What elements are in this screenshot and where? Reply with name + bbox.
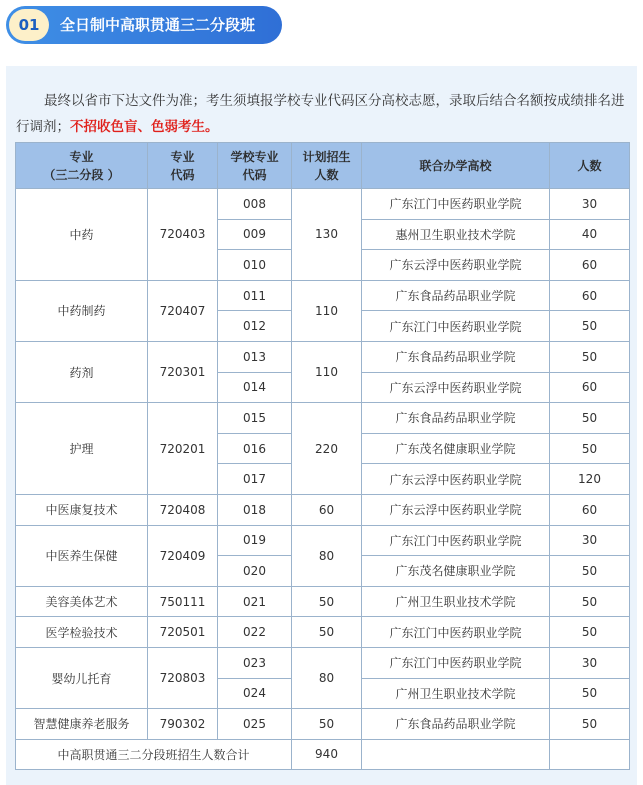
college-cell: 广东云浮中医药职业学院 bbox=[362, 494, 550, 525]
table-row bbox=[16, 617, 630, 648]
intro-highlight: 不招收色盲、色弱考生。 bbox=[70, 119, 219, 135]
school-code-cell: 019 bbox=[218, 525, 292, 556]
count-cell: 120 bbox=[550, 464, 630, 495]
total-value-cell: 940 bbox=[292, 739, 362, 770]
count-cell: 50 bbox=[550, 341, 630, 372]
college-cell: 广东云浮中医药职业学院 bbox=[362, 250, 550, 281]
college-cell: 广东江门中医药职业学院 bbox=[362, 189, 550, 220]
count-cell: 60 bbox=[550, 280, 630, 311]
college-cell: 广东云浮中医药职业学院 bbox=[362, 464, 550, 495]
major-name-cell: 护理 bbox=[16, 403, 148, 495]
plan-count-cell: 50 bbox=[292, 709, 362, 740]
table-body bbox=[16, 189, 630, 770]
table-row bbox=[16, 494, 630, 525]
plan-count-cell: 130 bbox=[292, 189, 362, 281]
plan-count-cell: 220 bbox=[292, 403, 362, 495]
header-major-code-line: 代码 bbox=[170, 167, 195, 182]
school-code-cell: 017 bbox=[218, 464, 292, 495]
college-cell: 广东江门中医药职业学院 bbox=[362, 647, 550, 678]
plan-count-cell: 80 bbox=[292, 525, 362, 586]
major-code-cell: 720201 bbox=[148, 403, 218, 495]
school-code-cell: 024 bbox=[218, 678, 292, 709]
count-cell: 50 bbox=[550, 403, 630, 434]
school-code-cell: 014 bbox=[218, 372, 292, 403]
table-row bbox=[16, 189, 630, 220]
table-row bbox=[16, 280, 630, 311]
major-name-cell: 婴幼儿托育 bbox=[16, 647, 148, 708]
table-row bbox=[16, 709, 630, 740]
major-code-cell: 720803 bbox=[148, 647, 218, 708]
table-header bbox=[16, 143, 630, 189]
header-school-code bbox=[218, 143, 292, 189]
header-plan bbox=[292, 143, 362, 189]
count-cell: 30 bbox=[550, 189, 630, 220]
college-cell: 广东茂名健康职业学院 bbox=[362, 433, 550, 464]
major-name-cell: 药剂 bbox=[16, 341, 148, 402]
header-college-line: 联合办学高校 bbox=[419, 158, 492, 173]
section-header bbox=[6, 6, 282, 44]
plan-count-cell: 80 bbox=[292, 647, 362, 708]
major-name-cell: 中药制药 bbox=[16, 280, 148, 341]
intro-text: 最终以省市下达文件为准；考生须填报学校专业代码区分高校志愿，录取后结合名额按成绩排名进行调剂； bbox=[16, 93, 625, 135]
count-cell: 60 bbox=[550, 372, 630, 403]
college-cell: 广东江门中医药职业学院 bbox=[362, 617, 550, 648]
school-code-cell: 023 bbox=[218, 647, 292, 678]
header-major-code-line: 专业 bbox=[170, 149, 195, 164]
major-code-cell: 720409 bbox=[148, 525, 218, 586]
major-name-cell: 智慧健康养老服务 bbox=[16, 709, 148, 740]
major-name-cell: 美容美体艺术 bbox=[16, 586, 148, 617]
school-code-cell: 012 bbox=[218, 311, 292, 342]
count-cell: 50 bbox=[550, 311, 630, 342]
plan-count-cell: 50 bbox=[292, 617, 362, 648]
table-row bbox=[16, 341, 630, 372]
count-cell: 50 bbox=[550, 709, 630, 740]
major-name-cell: 中医康复技术 bbox=[16, 494, 148, 525]
major-code-cell: 750111 bbox=[148, 586, 218, 617]
college-cell: 广东食品药品职业学院 bbox=[362, 280, 550, 311]
section-title: 全日制中高职贯通三二分段班 bbox=[60, 16, 256, 34]
major-code-cell: 720501 bbox=[148, 617, 218, 648]
header-major-line: （三二分段 ） bbox=[43, 167, 120, 182]
intro-paragraph bbox=[16, 88, 632, 140]
college-cell: 广州卫生职业技术学院 bbox=[362, 586, 550, 617]
major-name-cell: 中医养生保健 bbox=[16, 525, 148, 586]
plan-count-cell: 110 bbox=[292, 280, 362, 341]
college-cell: 惠州卫生职业技术学院 bbox=[362, 219, 550, 250]
plan-count-cell: 60 bbox=[292, 494, 362, 525]
college-cell: 广东云浮中医药职业学院 bbox=[362, 372, 550, 403]
header-major-line: 专业 bbox=[69, 149, 94, 164]
count-cell: 30 bbox=[550, 647, 630, 678]
major-code-cell: 720408 bbox=[148, 494, 218, 525]
table-row bbox=[16, 647, 630, 678]
major-code-cell: 720407 bbox=[148, 280, 218, 341]
school-code-cell: 016 bbox=[218, 433, 292, 464]
school-code-cell: 013 bbox=[218, 341, 292, 372]
school-code-cell: 018 bbox=[218, 494, 292, 525]
section-number-badge: 01 bbox=[9, 9, 49, 41]
total-label-cell: 中高职贯通三二分段班招生人数合计 bbox=[16, 739, 292, 770]
plan-count-cell: 110 bbox=[292, 341, 362, 402]
major-code-cell: 720301 bbox=[148, 341, 218, 402]
college-cell: 广东茂名健康职业学院 bbox=[362, 556, 550, 587]
school-code-cell: 025 bbox=[218, 709, 292, 740]
major-code-cell: 720403 bbox=[148, 189, 218, 281]
table-row bbox=[16, 403, 630, 434]
header-major-code bbox=[148, 143, 218, 189]
school-code-cell: 011 bbox=[218, 280, 292, 311]
college-cell: 广东江门中医药职业学院 bbox=[362, 525, 550, 556]
header-major bbox=[16, 143, 148, 189]
table-row bbox=[16, 525, 630, 556]
table-row bbox=[16, 586, 630, 617]
college-cell: 广东食品药品职业学院 bbox=[362, 709, 550, 740]
count-cell: 50 bbox=[550, 586, 630, 617]
count-cell: 50 bbox=[550, 433, 630, 464]
total-empty-cell bbox=[362, 739, 550, 770]
count-cell: 50 bbox=[550, 556, 630, 587]
school-code-cell: 009 bbox=[218, 219, 292, 250]
count-cell: 30 bbox=[550, 525, 630, 556]
header-plan-line: 计划招生 bbox=[302, 149, 351, 164]
header-college bbox=[362, 143, 550, 189]
count-cell: 50 bbox=[550, 617, 630, 648]
header-count-line: 人数 bbox=[577, 158, 602, 173]
count-cell: 60 bbox=[550, 250, 630, 281]
major-name-cell: 医学检验技术 bbox=[16, 617, 148, 648]
total-empty-cell bbox=[550, 739, 630, 770]
school-code-cell: 022 bbox=[218, 617, 292, 648]
school-code-cell: 010 bbox=[218, 250, 292, 281]
school-code-cell: 015 bbox=[218, 403, 292, 434]
enrollment-table bbox=[15, 142, 630, 770]
college-cell: 广东食品药品职业学院 bbox=[362, 403, 550, 434]
count-cell: 40 bbox=[550, 219, 630, 250]
major-name-cell: 中药 bbox=[16, 189, 148, 281]
table-header-row bbox=[16, 143, 630, 189]
college-cell: 广东江门中医药职业学院 bbox=[362, 311, 550, 342]
school-code-cell: 020 bbox=[218, 556, 292, 587]
school-code-cell: 021 bbox=[218, 586, 292, 617]
college-cell: 广州卫生职业技术学院 bbox=[362, 678, 550, 709]
total-row bbox=[16, 739, 630, 770]
count-cell: 50 bbox=[550, 678, 630, 709]
count-cell: 60 bbox=[550, 494, 630, 525]
header-school-code-line: 学校专业 bbox=[230, 149, 279, 164]
plan-count-cell: 50 bbox=[292, 586, 362, 617]
school-code-cell: 008 bbox=[218, 189, 292, 220]
major-code-cell: 790302 bbox=[148, 709, 218, 740]
header-count bbox=[550, 143, 630, 189]
header-school-code-line: 代码 bbox=[242, 167, 267, 182]
header-plan-line: 人数 bbox=[314, 167, 339, 182]
college-cell: 广东食品药品职业学院 bbox=[362, 341, 550, 372]
